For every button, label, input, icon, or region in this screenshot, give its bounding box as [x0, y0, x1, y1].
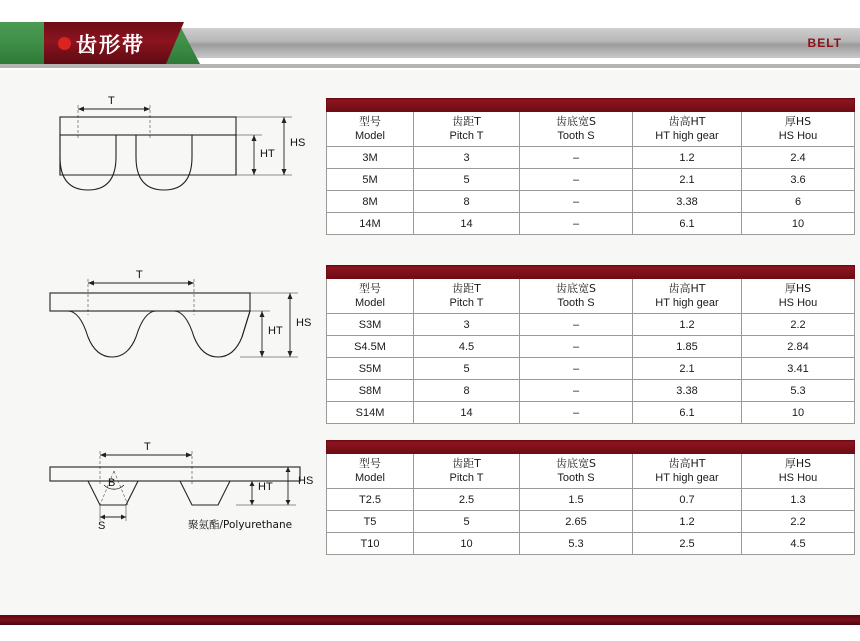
cell-hs: 3.41 — [742, 358, 855, 380]
th-hs-en-2: HS Hou — [778, 297, 818, 309]
cell-pitch: 14 — [414, 402, 520, 424]
label-hs-3: HS — [298, 475, 314, 487]
label-hs-1: HS — [290, 137, 306, 149]
diagram-trapezoid-tooth — [40, 435, 320, 545]
cell-tooth: – — [520, 336, 633, 358]
cell-hs: 10 — [742, 213, 855, 235]
label-material-3: 聚氨酯/Polyurethane — [188, 519, 293, 531]
th-hs-cn-1: 厚HS — [784, 115, 812, 128]
th-hs-en-3: HS Hou — [778, 472, 818, 484]
cell-pitch: 8 — [414, 191, 520, 213]
table-header-row — [327, 454, 855, 489]
cell-ht: 6.1 — [633, 213, 742, 235]
table-row — [327, 489, 855, 511]
cell-tooth: – — [520, 213, 633, 235]
table-row — [327, 336, 855, 358]
th-tooth-1 — [520, 112, 633, 147]
th-model-en-1: Model — [355, 130, 385, 142]
table-row — [327, 191, 855, 213]
cell-model: 14M — [327, 213, 414, 235]
table-row — [327, 358, 855, 380]
cell-ht: 1.2 — [633, 511, 742, 533]
diagram-round-tooth-svg — [40, 95, 310, 225]
cell-tooth: 5.3 — [520, 533, 633, 555]
th-model-3 — [327, 454, 414, 489]
th-ht-cn-3: 齿高HT — [668, 457, 706, 470]
cell-ht: 1.2 — [633, 314, 742, 336]
th-tooth-en-3: Tooth S — [557, 472, 595, 484]
th-pitch-cn-1: 齿距T — [452, 115, 481, 128]
label-ht-2: HT — [268, 325, 283, 337]
cell-model: 8M — [327, 191, 414, 213]
th-ht-2 — [633, 279, 742, 314]
cell-model: S8M — [327, 380, 414, 402]
th-pitch-1 — [414, 112, 520, 147]
cell-ht: 0.7 — [633, 489, 742, 511]
cell-pitch: 3 — [414, 314, 520, 336]
th-ht-en-1: HT high gear — [655, 130, 719, 142]
th-model-en-2: Model — [355, 297, 385, 309]
cell-hs: 2.4 — [742, 147, 855, 169]
cell-ht: 2.1 — [633, 169, 742, 191]
th-ht-cn-1: 齿高HT — [668, 115, 706, 128]
cell-model: S4.5M — [327, 336, 414, 358]
cell-hs: 6 — [742, 191, 855, 213]
table-row — [327, 380, 855, 402]
th-pitch-2 — [414, 279, 520, 314]
footer-bar — [0, 615, 860, 625]
cell-hs: 5.3 — [742, 380, 855, 402]
cell-pitch: 8 — [414, 380, 520, 402]
header-dot-icon — [58, 37, 71, 50]
table-row — [327, 147, 855, 169]
th-hs-cn-3: 厚HS — [784, 457, 812, 470]
cell-pitch: 5 — [414, 169, 520, 191]
th-tooth-en-1: Tooth S — [557, 130, 595, 142]
cell-tooth: – — [520, 191, 633, 213]
cell-ht: 1.2 — [633, 147, 742, 169]
cell-pitch: 5 — [414, 511, 520, 533]
label-pitch-2: T — [136, 269, 143, 281]
cell-model: 3M — [327, 147, 414, 169]
cell-hs: 2.2 — [742, 314, 855, 336]
cell-tooth: – — [520, 147, 633, 169]
cell-tooth: – — [520, 314, 633, 336]
th-pitch-cn-2: 齿距T — [452, 282, 481, 295]
th-ht-cn-2: 齿高HT — [668, 282, 706, 295]
cell-model: S5M — [327, 358, 414, 380]
cell-tooth: – — [520, 169, 633, 191]
table-row — [327, 314, 855, 336]
th-tooth-cn-2: 齿底宽S — [556, 282, 596, 295]
table-trapezoidal-htd — [326, 98, 855, 235]
cell-hs: 10 — [742, 402, 855, 424]
cell-tooth: – — [520, 380, 633, 402]
table-t-series — [326, 440, 855, 555]
th-pitch-en-1: Pitch T — [449, 130, 484, 142]
cell-tooth: – — [520, 402, 633, 424]
th-model-cn-2: 型号 — [359, 282, 381, 295]
table-header-bar — [327, 99, 855, 112]
th-ht-en-2: HT high gear — [655, 297, 719, 309]
cell-hs: 3.6 — [742, 169, 855, 191]
cell-ht: 3.38 — [633, 191, 742, 213]
table-header-bar — [327, 441, 855, 454]
cell-ht: 3.38 — [633, 380, 742, 402]
page-header — [0, 0, 860, 70]
cell-model: T10 — [327, 533, 414, 555]
page-footer — [0, 615, 860, 641]
diagram-s-tooth — [40, 265, 310, 390]
table-row — [327, 511, 855, 533]
th-ht-3 — [633, 454, 742, 489]
cell-hs: 4.5 — [742, 533, 855, 555]
label-angle-3: B — [108, 477, 116, 489]
cell-pitch: 5 — [414, 358, 520, 380]
cell-model: S3M — [327, 314, 414, 336]
label-base-3: S — [98, 520, 106, 532]
header-category-label: BELT — [807, 36, 842, 50]
th-tooth-cn-1: 齿底宽S — [556, 115, 596, 128]
cell-tooth: 2.65 — [520, 511, 633, 533]
cell-model: 5M — [327, 169, 414, 191]
th-ht-1 — [633, 112, 742, 147]
cell-tooth: 1.5 — [520, 489, 633, 511]
th-model-cn-3: 型号 — [359, 457, 381, 470]
cell-model: T2.5 — [327, 489, 414, 511]
th-ht-en-3: HT high gear — [655, 472, 719, 484]
table-row — [327, 402, 855, 424]
th-hs-1 — [742, 112, 855, 147]
cell-pitch: 3 — [414, 147, 520, 169]
label-ht-1: HT — [260, 148, 275, 160]
table-header-row — [327, 112, 855, 147]
th-hs-en-1: HS Hou — [778, 130, 818, 142]
header-divider — [0, 64, 860, 68]
table-header-bar — [327, 266, 855, 279]
cell-tooth: – — [520, 358, 633, 380]
th-tooth-en-2: Tooth S — [557, 297, 595, 309]
label-pitch-3: T — [144, 441, 151, 453]
cell-ht: 1.85 — [633, 336, 742, 358]
th-hs-3 — [742, 454, 855, 489]
cell-hs: 2.84 — [742, 336, 855, 358]
th-hs-2 — [742, 279, 855, 314]
th-pitch-en-3: Pitch T — [449, 472, 484, 484]
th-model-en-3: Model — [355, 472, 385, 484]
th-model-1 — [327, 112, 414, 147]
cell-pitch: 10 — [414, 533, 520, 555]
th-tooth-2 — [520, 279, 633, 314]
cell-ht: 2.5 — [633, 533, 742, 555]
cell-model: T5 — [327, 511, 414, 533]
cell-model: S14M — [327, 402, 414, 424]
diagram-round-tooth — [40, 95, 310, 225]
th-hs-cn-2: 厚HS — [784, 282, 812, 295]
table-s-series — [326, 265, 855, 424]
th-pitch-cn-3: 齿距T — [452, 457, 481, 470]
cell-hs: 2.2 — [742, 511, 855, 533]
table-row — [327, 533, 855, 555]
th-tooth-3 — [520, 454, 633, 489]
th-pitch-en-2: Pitch T — [449, 297, 484, 309]
cell-hs: 1.3 — [742, 489, 855, 511]
cell-ht: 6.1 — [633, 402, 742, 424]
cell-pitch: 14 — [414, 213, 520, 235]
th-model-cn-1: 型号 — [359, 115, 381, 128]
label-hs-2: HS — [296, 317, 312, 329]
th-model-2 — [327, 279, 414, 314]
cell-pitch: 2.5 — [414, 489, 520, 511]
cell-ht: 2.1 — [633, 358, 742, 380]
table-header-row — [327, 279, 855, 314]
table-row — [327, 169, 855, 191]
label-pitch-1: T — [108, 95, 115, 107]
th-tooth-cn-3: 齿底宽S — [556, 457, 596, 470]
th-pitch-3 — [414, 454, 520, 489]
cell-pitch: 4.5 — [414, 336, 520, 358]
table-row — [327, 213, 855, 235]
page-title: 齿形带 — [76, 33, 145, 57]
label-ht-3: HT — [258, 481, 273, 493]
